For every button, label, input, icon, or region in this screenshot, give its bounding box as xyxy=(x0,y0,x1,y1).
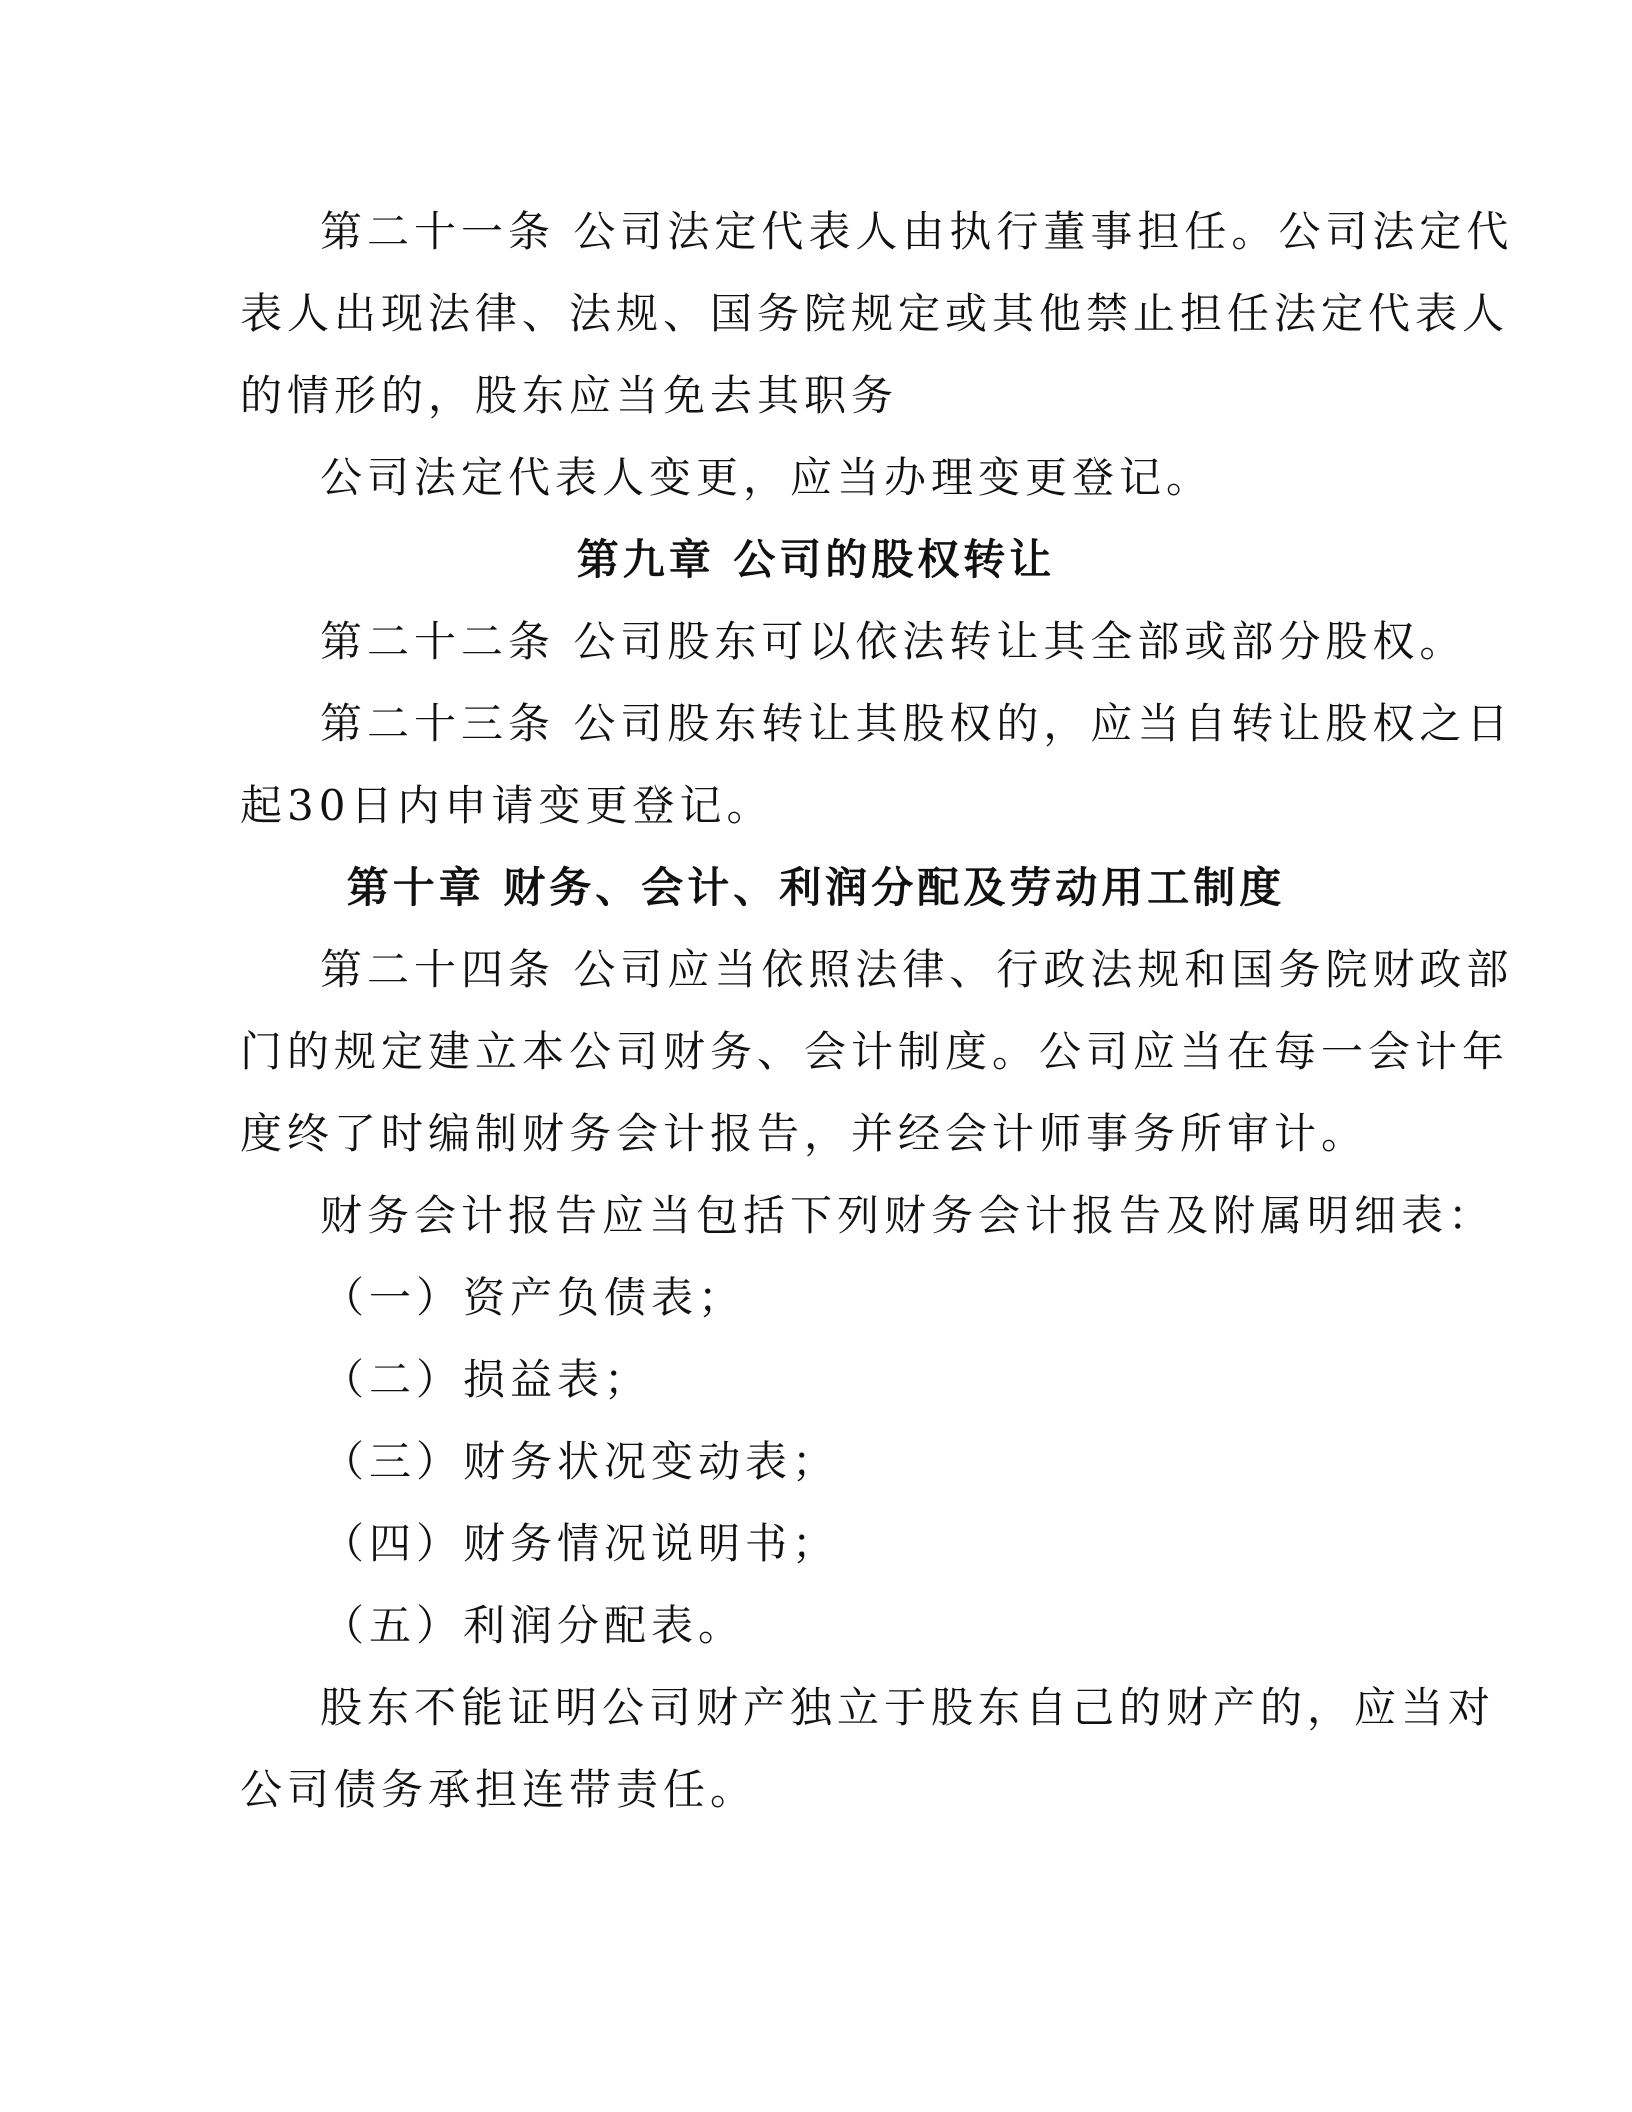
list-item-1: （一）资产负债表； xyxy=(322,1273,746,1322)
chapter-9-heading: 第九章 公司的股权转让 xyxy=(576,535,1056,584)
article-21-line-2: 表人出现法律、法规、国务院规定或其他禁止担任法定代表人 xyxy=(240,289,1510,338)
shareholder-liability-line-2: 公司债务承担连带责任。 xyxy=(240,1765,758,1814)
article-21-line-3: 的情形的，股东应当免去其职务 xyxy=(240,371,899,420)
article-23-line-2: 起30日内申请变更登记。 xyxy=(240,781,774,830)
article-24-line-3: 度终了时编制财务会计报告，并经会计师事务所审计。 xyxy=(240,1109,1369,1158)
article-21-paragraph-2: 公司法定代表人变更，应当办理变更登记。 xyxy=(320,453,1214,502)
article-21-line-1: 第二十一条 公司法定代表人由执行董事担任。公司法定代 xyxy=(320,207,1514,256)
list-item-3: （三）财务状况变动表； xyxy=(322,1437,840,1486)
list-item-4: （四）财务情况说明书； xyxy=(322,1519,840,1568)
article-24-line-2: 门的规定建立本公司财务、会计制度。公司应当在每一会计年 xyxy=(240,1027,1510,1076)
article-23-line-1: 第二十三条 公司股东转让其股权的，应当自转让股权之日 xyxy=(320,699,1514,748)
article-22: 第二十二条 公司股东可以依法转让其全部或部分股权。 xyxy=(320,617,1467,666)
report-contents-intro: 财务会计报告应当包括下列财务会计报告及附属明细表： xyxy=(320,1191,1496,1240)
shareholder-liability-line-1: 股东不能证明公司财产独立于股东自己的财产的，应当对 xyxy=(320,1683,1496,1732)
list-item-2: （二）损益表； xyxy=(322,1355,652,1404)
article-24-line-1: 第二十四条 公司应当依照法律、行政法规和国务院财政部 xyxy=(320,945,1514,994)
chapter-10-heading: 第十章 财务、会计、利润分配及劳动用工制度 xyxy=(346,863,1286,912)
list-item-5: （五）利润分配表。 xyxy=(322,1601,746,1650)
